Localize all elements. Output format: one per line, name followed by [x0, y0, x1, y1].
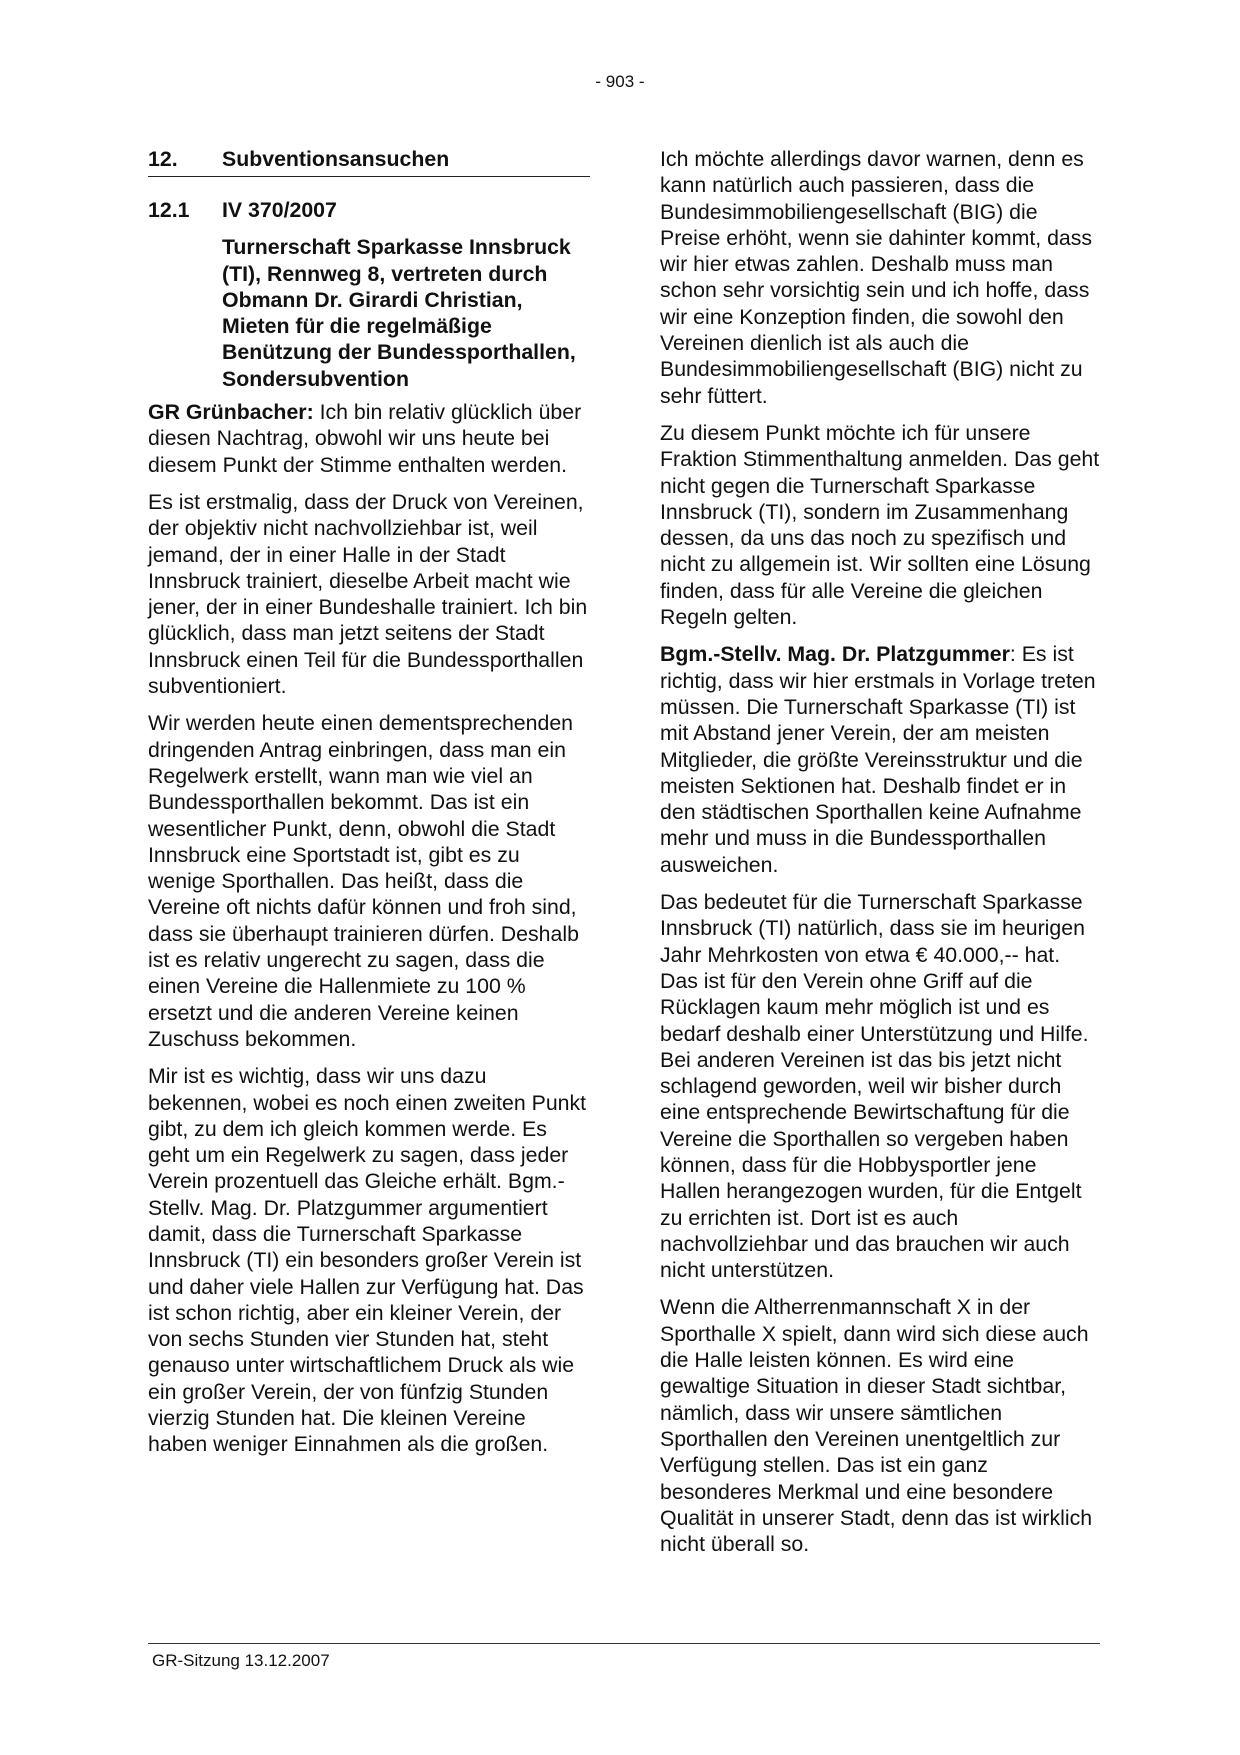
section-title: Subventionsansuchen [222, 147, 450, 171]
speaker-name: GR Grünbacher: [148, 400, 314, 425]
paragraph [660, 1294, 1100, 1557]
left-paragraphs [148, 399, 590, 1458]
page-number: - 903 - [595, 72, 645, 91]
subsection-heading [148, 197, 590, 392]
footer-text: GR-Sitzung 13.12.2007 [152, 1651, 330, 1670]
paragraph-text: Ich bin relativ glücklich über diesen Nachtrag, obwohl wir uns heute bei diesem Punkt der Stimme enthalten werden. [148, 400, 582, 477]
paragraph [660, 889, 1100, 1283]
section-number: 12. [148, 147, 178, 171]
subsection-title: IV 370/2007 [222, 198, 337, 222]
paragraph-text: Wir werden heute einen dementsprechenden dringenden Antrag einbringen, dass man ein Regelwerk erstellt, wann man wie viel an Bundessporthallen bekommt. Das ist ein wesentlicher Punkt, denn, obwohl die Stadt Innsbruck eine Sportstadt ist, gibt es zu wenige Sporthallen. Das heißt, dass die Vereine oft nichts dafür können und froh sind, dass sie überhaupt trainieren dürfen. Deshalb ist es relativ ungerecht zu sagen, dass die einen Vereine die Hallenmiete zu 100 % ersetzt und die anderen Vereine keinen Zuschuss bekommen. [148, 711, 579, 1051]
paragraph-text: Ich möchte allerdings davor warnen, denn es kann natürlich auch passieren, dass die Bundesimmobiliengesellschaft (BIG) die Preise erhöht, wenn sie dahinter kommt, dass wir hier etwas zahlen. Deshalb muss man schon sehr vorsichtig sein und ich hoffe, dass wir eine Konzeption finden, die sowohl den Vereinen dienlich ist als auch die Bundesimmobiliengesellschaft (BIG) nicht zu sehr füttert. [660, 147, 1093, 408]
paragraph-text: Mir ist es wichtig, dass wir uns dazu bekennen, wobei es noch einen zweiten Punkt gibt, zu dem ich gleich kommen werde. Es geht um ein Regelwerk zu sagen, dass jeder Verein prozentuell das Gleiche erhält. Bgm.-Stellv. Mag. Dr. Platzgummer argumentiert damit, dass die Turnerschaft Sparkasse Innsbruck (TI) ein besonders großer Verein ist und daher viele Hallen zur Verfügung hat. Das ist schon richtig, aber ein kleiner Verein, der von sechs Stunden vier Stunden hat, steht genauso unter wirtschaftlichem Druck als wie ein großer Verein, der von fünfzig Stunden vierzig Stunden hat. Die kleinen Vereine haben weniger Einnahmen als die großen. [148, 1064, 587, 1457]
paragraph [660, 420, 1100, 630]
subsection-description: Turnerschaft Sparkasse Innsbruck (TI), Rennweg 8, vertreten durch Obmann Dr. Girardi Christian, Mieten für die regelmäßige Benützung der Bundessporthallen, Sondersubvention [222, 235, 576, 391]
paragraph-text: Es ist erstmalig, dass der Druck von Vereinen, der objektiv nicht nachvollziehbar ist, weil jemand, der in einer Halle in der Stadt Innsbruck trainiert, dieselbe Arbeit macht wie jener, der in einer Bundeshalle trainiert. Ich bin glücklich, dass man jetzt seitens der Stadt Innsbruck einen Teil für die Bundessporthallen subventioniert. [148, 489, 588, 699]
left-column [148, 146, 590, 1469]
paragraph-text: Das bedeutet für die Turnerschaft Sparkasse Innsbruck (TI) natürlich, dass sie im heurigen Jahr Mehrkosten von etwa € 40.000,-- hat. Das ist für den Verein ohne Griff auf die Rücklagen kaum mehr möglich ist und es bedarf deshalb einer Unterstützung und Hilfe. Bei anderen Vereinen ist das bis jetzt nicht schlagend geworden, weil wir bisher durch eine entsprechende Bewirtschaftung für die Vereine die Sporthallen so vergeben haben können, dass für die Hobbysportler jene Hallen herangezogen wurden, für die Entgelt zu errichten ist. Dort ist es auch nachvollziehbar und das brauchen wir auch nicht unterstützen. [660, 890, 1089, 1283]
paragraph [148, 1063, 590, 1457]
section-heading [148, 146, 590, 177]
paragraph [148, 489, 590, 699]
subsection-body [222, 197, 590, 392]
paragraph-text: : Es ist richtig, dass wir hier erstmals in Vorlage treten müssen. Die Turnerschaft Sparkasse (TI) ist mit Abstand jener Verein, der am meisten Mitglieder, die größte Vereinsstruktur und die meisten Sektionen hat. Deshalb findet er in den städtischen Sporthallen keine Aufnahme mehr und muss in die Bundessporthallen ausweichen. [660, 642, 1096, 877]
speaker-name: Bgm.-Stellv. Mag. Dr. Platzgummer [660, 642, 1010, 667]
paragraph [660, 641, 1100, 878]
paragraph-text: Wenn die Altherrenmannschaft X in der Sporthalle X spielt, dann wird sich diese auch die Halle leisten können. Es wird eine gewaltige Situation in dieser Stadt sichtbar, nämlich, dass wir unsere sämtlichen Sporthallen den Vereinen unentgeltlich zur Verfügung stellen. Das ist ein ganz besonderes Merkmal und eine besondere Qualität in unserer Stadt, denn das ist wirklich nicht überall so. [660, 1295, 1093, 1557]
paragraph-text: Zu diesem Punkt möchte ich für unsere Fraktion Stimmenthaltung anmelden. Das geht nicht gegen die Turnerschaft Sparkasse Innsbruck (TI), sondern im Zusammenhang dessen, da uns das noch zu spezifisch und nicht zu allgemein ist. Wir sollten eine Lösung finden, dass für alle Vereine die gleichen Regeln gelten. [660, 420, 1100, 630]
paragraph [148, 399, 590, 478]
footer-rule [148, 1643, 1100, 1644]
right-paragraphs [660, 146, 1100, 1557]
paragraph [660, 146, 1100, 409]
right-column [660, 146, 1100, 1568]
paragraph [148, 710, 590, 1052]
subsection-number: 12.1 [148, 198, 190, 222]
